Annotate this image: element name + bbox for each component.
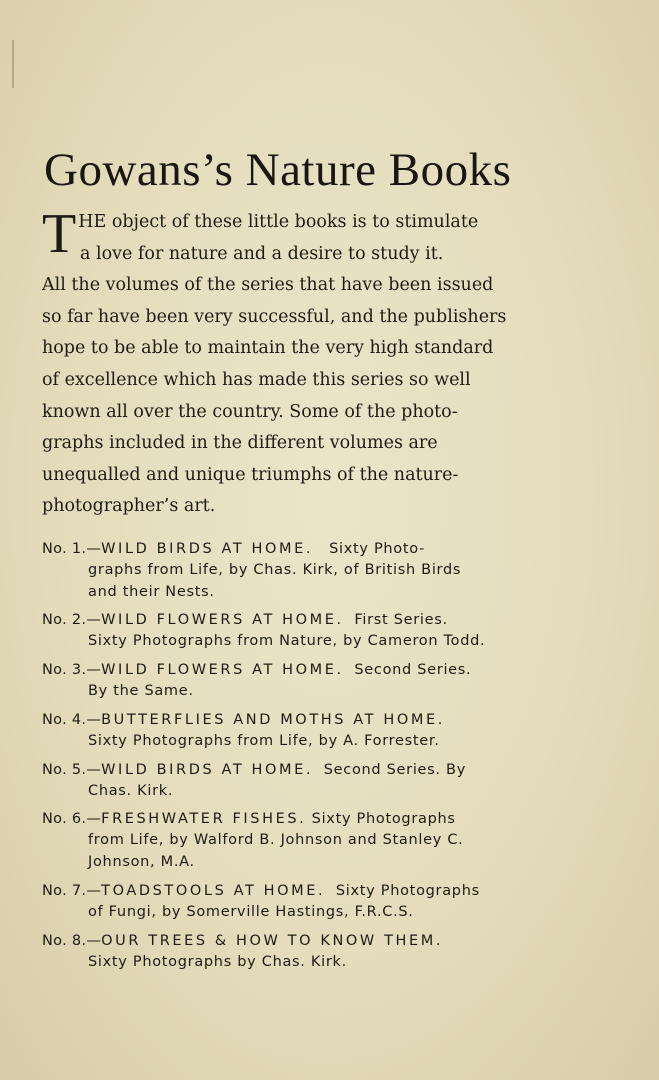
intro-line: so far have been very successful, and the publishers: [42, 306, 507, 327]
entry-heading: [42, 759, 562, 781]
entry-title: WILD FLOWERS AT HOME.: [101, 612, 344, 629]
entry-number: No. 6.—: [42, 811, 102, 828]
catalogue-entry: [42, 709, 562, 753]
intro-paragraph: [42, 203, 570, 523]
entry-number: No. 8.—: [42, 932, 102, 949]
catalogue-list: [42, 538, 562, 979]
intro-line: a love for nature and a desire to study it.: [80, 243, 444, 264]
entry-number: No. 4.—: [42, 711, 102, 728]
catalogue-entry: [42, 538, 562, 603]
intro-line: of excellence which has made this series so well: [42, 369, 471, 390]
catalogue-entry: [42, 808, 562, 873]
entry-continuation: By the Same.: [88, 683, 194, 700]
entry-heading: [42, 808, 562, 830]
entry-continuation: Chas. Kirk.: [88, 782, 174, 799]
entry-description: Second Series.: [354, 662, 472, 679]
entry-continuation: from Life, by Walford B. Johnson and Stanley C.: [88, 832, 464, 849]
entry-title: BUTTERFLIES AND MOTHS AT HOME.: [101, 711, 445, 728]
intro-line: HE object of these little books is to stimulate: [78, 212, 479, 232]
entry-heading: [42, 609, 562, 631]
entry-continuation: Sixty Photographs by Chas. Kirk.: [88, 953, 347, 970]
entry-heading: [42, 709, 562, 731]
entry-heading: [42, 659, 562, 681]
entry-number: No. 7.—: [42, 882, 102, 899]
entry-number: No. 5.—: [42, 761, 102, 778]
intro-line: All the volumes of the series that have been issued: [42, 275, 494, 296]
entry-number: No. 2.—: [42, 612, 102, 629]
drop-cap: T: [42, 203, 77, 265]
catalogue-entry: [42, 930, 562, 974]
entry-number: No. 3.—: [42, 662, 102, 679]
entry-description: First Series.: [354, 612, 448, 629]
catalogue-entry: [42, 880, 562, 924]
entry-continuation: of Fungi, by Somerville Hastings, F.R.C.S.: [88, 903, 414, 920]
intro-line: known all over the country. Some of the photo-: [42, 401, 458, 422]
entry-continuation: Sixty Photographs from Life, by A. Forrester.: [88, 732, 440, 749]
intro-line: graphs included in the different volumes are: [42, 433, 438, 454]
entry-description: Sixty Photographs: [311, 811, 456, 828]
entry-title: WILD FLOWERS AT HOME.: [101, 662, 344, 679]
catalogue-entry: [42, 659, 562, 703]
entry-title: WILD BIRDS AT HOME.: [101, 761, 314, 778]
entry-continuation: graphs from Life, by Chas. Kirk, of British Birds: [88, 562, 462, 578]
entry-description: Sixty Photographs: [335, 882, 480, 899]
catalogue-entry: [42, 609, 562, 653]
entry-heading: [42, 930, 562, 952]
entry-title: OUR TREES & HOW TO KNOW THEM.: [101, 932, 444, 949]
entry-continuation: Johnson, M.A.: [88, 853, 195, 870]
entry-title: WILD BIRDS AT HOME.: [101, 541, 314, 557]
page-edge-mark: [12, 40, 14, 88]
entry-heading: [42, 538, 562, 560]
entry-continuation: and their Nests.: [88, 583, 215, 600]
catalogue-entry: [42, 759, 562, 803]
entry-description: Sixty Photo-: [329, 541, 426, 557]
page-title: Gowans’s Nature Books: [44, 144, 512, 196]
entry-number: No. 1.—: [42, 541, 102, 557]
intro-line: unequalled and unique triumphs of the nature-: [42, 464, 459, 485]
entry-continuation: Sixty Photographs from Nature, by Cameron Todd.: [88, 633, 486, 650]
intro-line: hope to be able to maintain the very high standard: [42, 338, 494, 359]
entry-title: FRESHWATER FISHES.: [101, 811, 307, 828]
entry-heading: [42, 880, 562, 902]
entry-title: TOADSTOOLS AT HOME.: [101, 882, 326, 899]
intro-line: photographer’s art.: [42, 496, 216, 517]
entry-description: Second Series. By: [323, 761, 466, 778]
